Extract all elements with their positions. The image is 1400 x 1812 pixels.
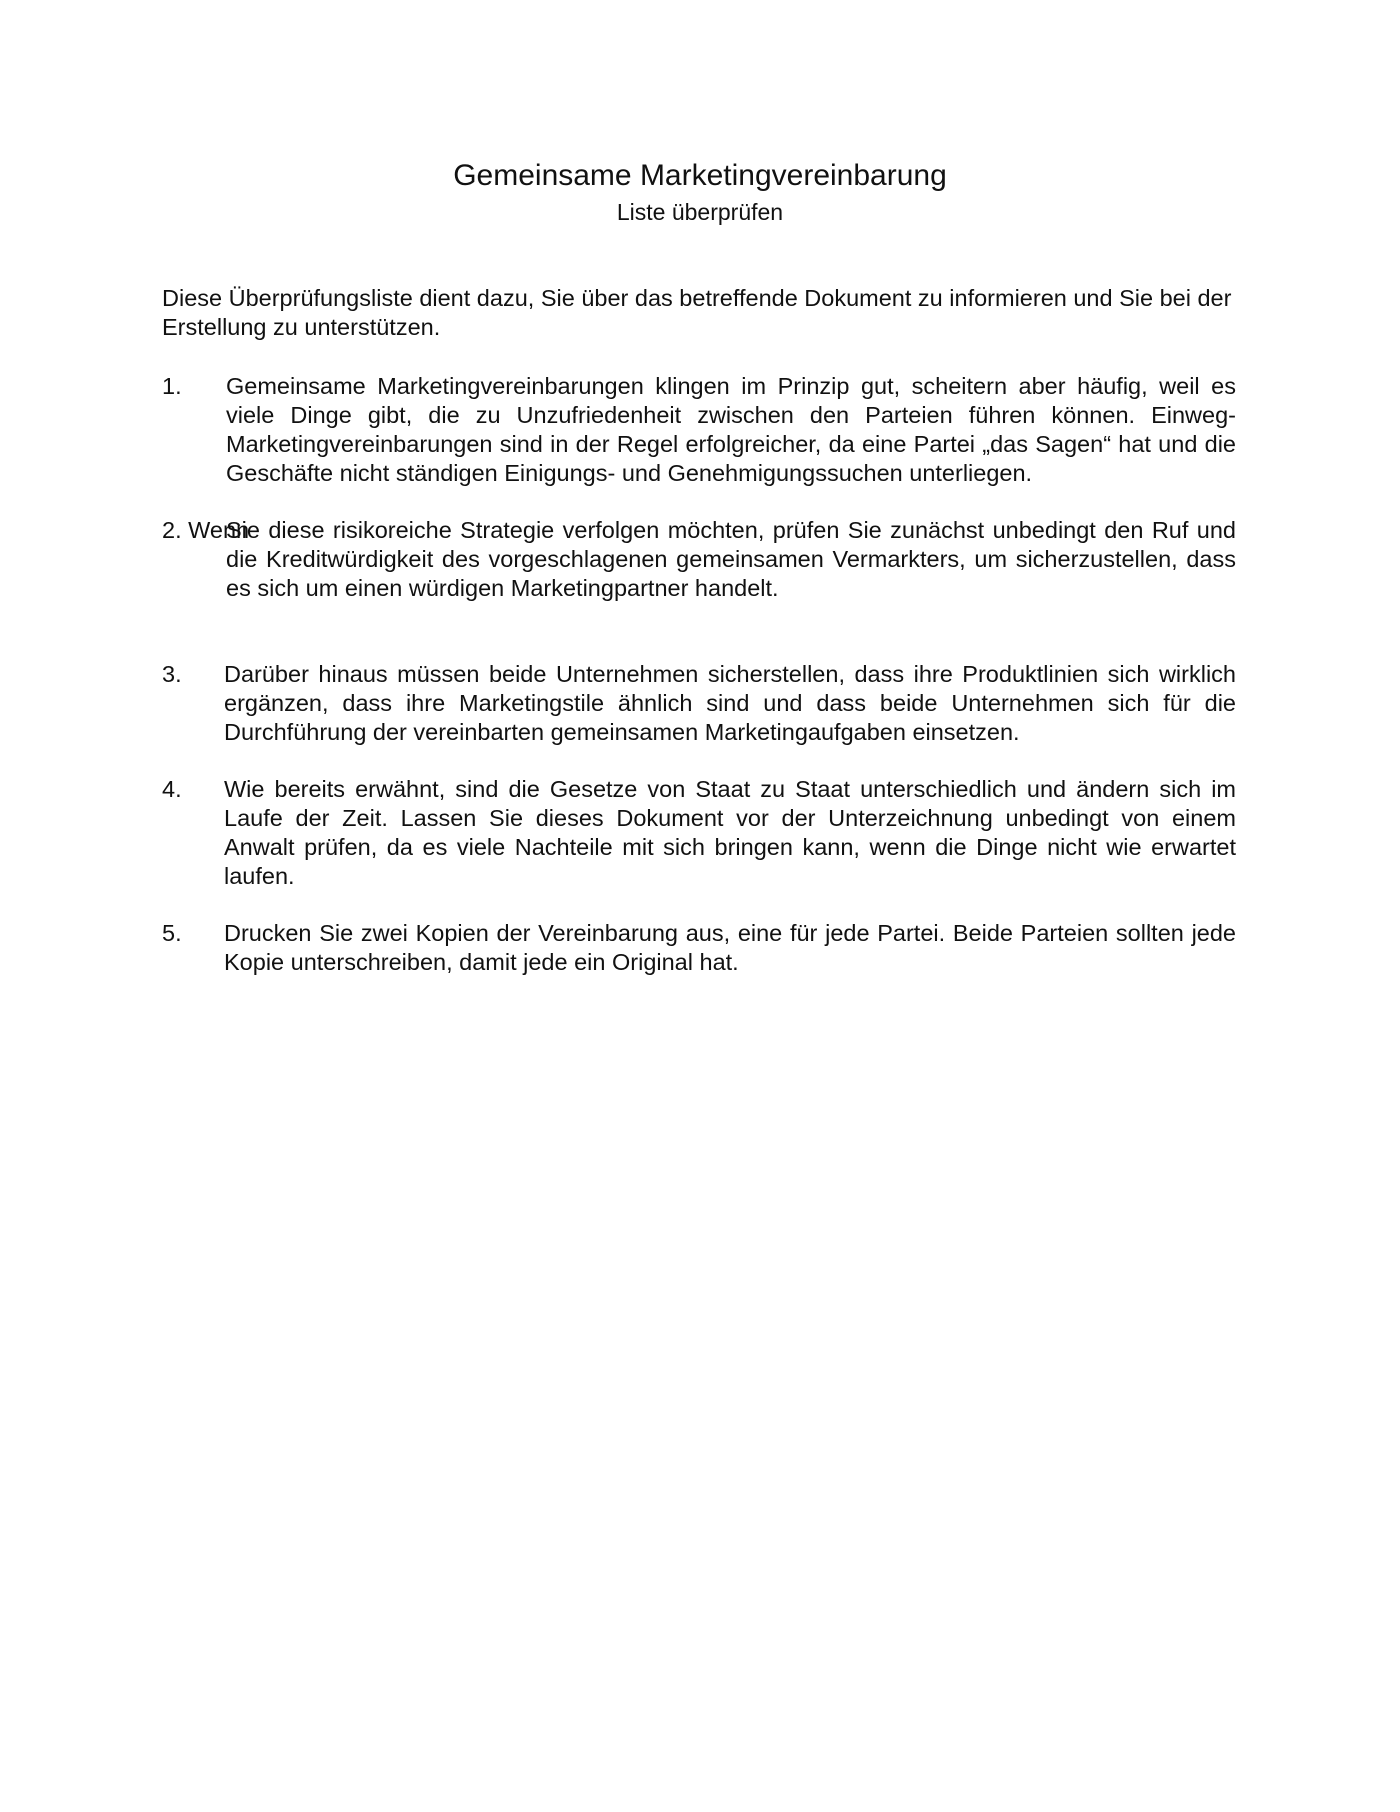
list-item-number: 4. (162, 776, 182, 802)
list-item-text: Drucken Sie zwei Kopien der Vereinbarung aus, eine für jede Partei. Beide Parteien sollten jede Kopie unterschreiben, damit jede ein Original hat. (224, 920, 1236, 975)
document-title: Gemeinsame Marketingvereinbarung (453, 159, 947, 192)
list-item-text: Wie bereits erwähnt, sind die Gesetze von Staat zu Staat unterschiedlich und ändern sich im Laufe der Zeit. Lassen Sie dieses Dokument vor der Unterzeichnung unbedingt von einem Anwalt prüfen, da es viele Nachteile mit sich bringen kann, wenn die Dinge nicht wie erwartet laufen. (224, 776, 1236, 889)
intro-paragraph: Diese Überprüfungsliste dient dazu, Sie über das betreffende Dokument zu informieren und Sie bei der Erstellung zu unterstützen. (162, 285, 1232, 340)
list-item-number: 1. (162, 373, 182, 399)
list-item (162, 775, 1236, 891)
list-item (162, 516, 1236, 603)
list-item-number: 2. Wenn (162, 517, 250, 543)
list-item-number: 5. (162, 920, 182, 946)
list-item (162, 919, 1236, 977)
list-item (162, 372, 1236, 488)
list-item-text: Darüber hinaus müssen beide Unternehmen sicherstellen, dass ihre Produktlinien sich wirklich ergänzen, dass ihre Marketingstile ähnlich sind und dass beide Unternehmen sich für die Durchführung der vereinbarten gemeinsamen Marketingaufgaben einsetzen. (224, 661, 1236, 745)
list-item-number: 3. (162, 661, 182, 687)
document-subtitle: Liste überprüfen (616, 199, 784, 225)
list-item-text: Sie diese risikoreiche Strategie verfolgen möchten, prüfen Sie zunächst unbedingt den Ruf und die Kreditwürdigkeit des vorgeschlagenen gemeinsamen Vermarkters, um sicherzustellen, dass es sich um einen würdigen Marketingpartner handelt. (226, 517, 1236, 601)
list-item (162, 660, 1236, 747)
list-item-text: Gemeinsame Marketingvereinbarungen klingen im Prinzip gut, scheitern aber häufig, weil es viele Dinge gibt, die zu Unzufriedenheit zwischen den Parteien führen können. Einweg-Marketingvereinbarungen sind in der Regel erfolgreicher, da eine Partei „das Sagen“ hat und die Geschäfte nicht ständigen Einigungs- und Genehmigungssuchen unterliegen. (226, 373, 1236, 486)
